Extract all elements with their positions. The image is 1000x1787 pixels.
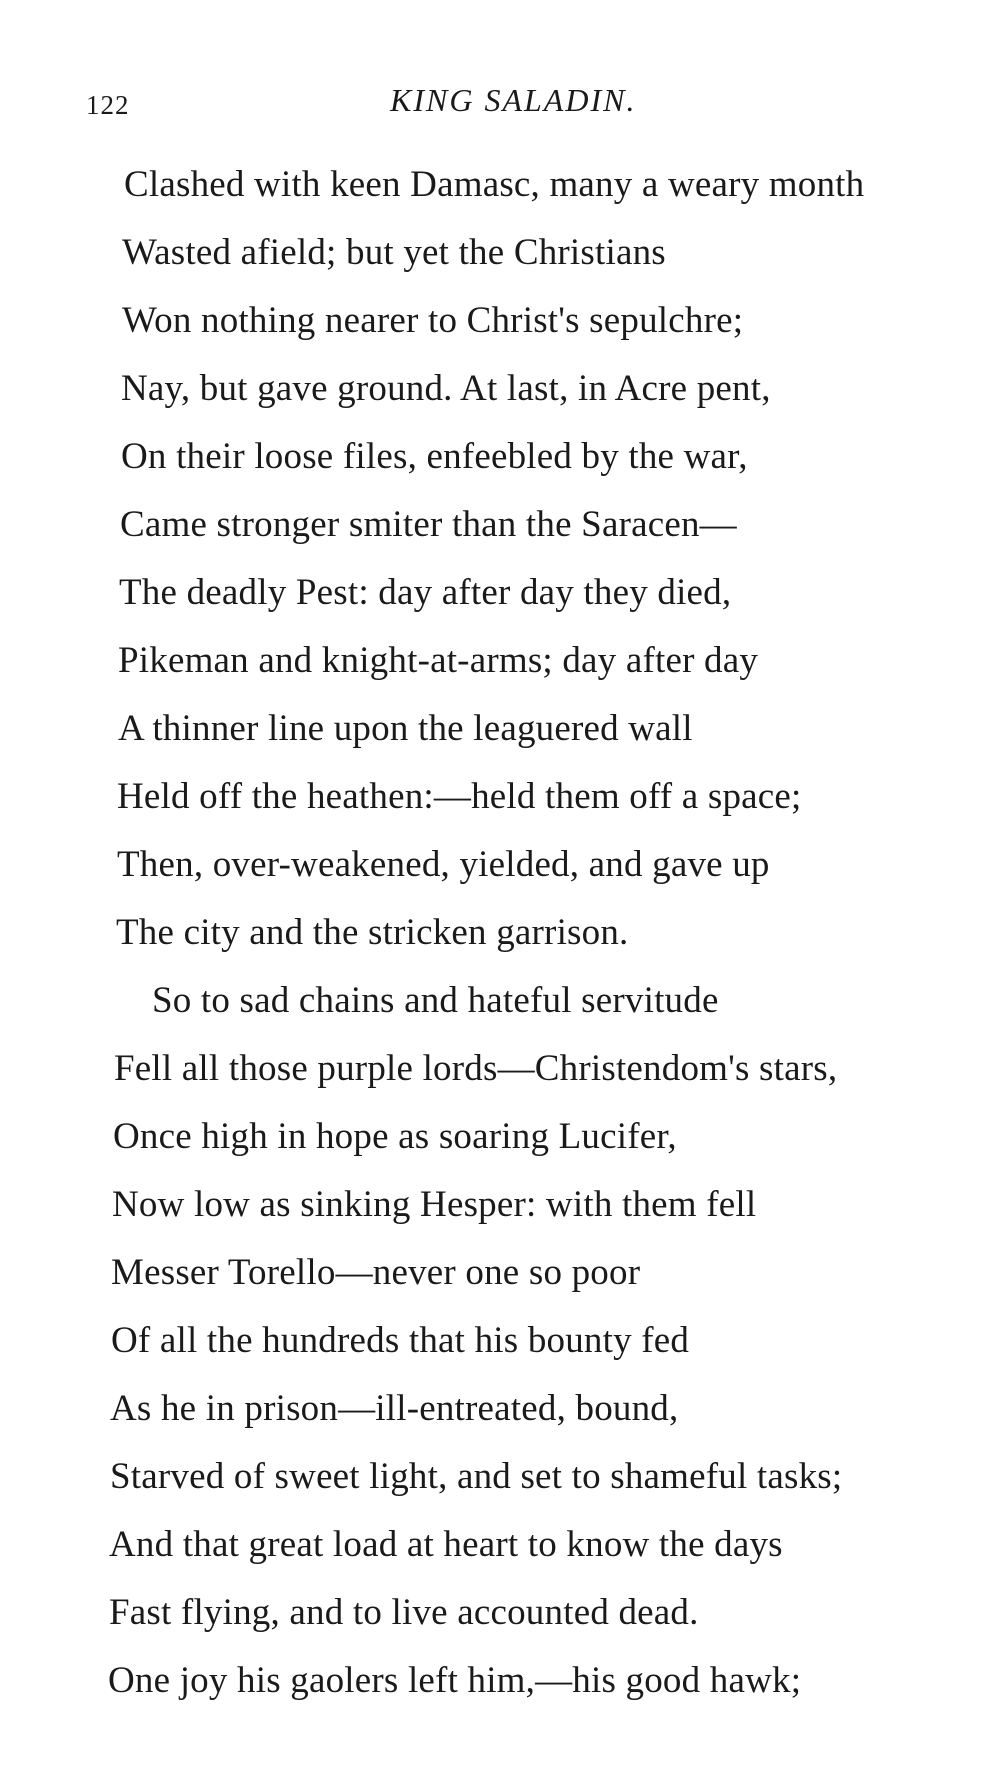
poem-line: Nay, but gave ground. At last, in Acre pent, (121, 368, 771, 409)
poem-line: Fast flying, and to live accounted dead. (109, 1592, 699, 1633)
poem-line: Came stronger smiter than the Saracen— (120, 504, 737, 545)
poem-line: Wasted afield; but yet the Christians (122, 232, 666, 273)
poem-line: Now low as sinking Hesper: with them fell (112, 1184, 757, 1225)
poem-line: Then, over-weakened, yielded, and gave up (117, 844, 770, 885)
poem-line: Starved of sweet light, and set to shameful tasks; (110, 1456, 843, 1497)
poem-line: On their loose files, enfeebled by the war, (121, 436, 748, 477)
poem-line: Clashed with keen Damasc, many a weary month (124, 164, 865, 205)
running-title: KING SALADIN. (390, 82, 637, 118)
poem-line: Messer Torello—never one so poor (111, 1252, 641, 1293)
poem-line: Once high in hope as soaring Lucifer, (113, 1116, 677, 1157)
poem-line: And that great load at heart to know the days (109, 1524, 783, 1565)
poem-line: Held off the heathen:—held them off a space; (117, 776, 802, 817)
poem-line: Won nothing nearer to Christ's sepulchre; (122, 300, 744, 341)
poem-line: Of all the hundreds that his bounty fed (111, 1320, 690, 1361)
poem-line: Pikeman and knight-at-arms; day after day (118, 640, 759, 681)
poem-line: So to sad chains and hateful servitude (152, 980, 719, 1021)
poem-line: One joy his gaolers left him,—his good hawk; (108, 1660, 802, 1701)
poem-line: Fell all those purple lords—Christendom's stars, (114, 1048, 838, 1089)
poem-line: The city and the stricken garrison. (116, 912, 629, 953)
page-number: 122 (86, 90, 130, 120)
poem-line: A thinner line upon the leaguered wall (118, 708, 693, 749)
poem-line: As he in prison—ill-entreated, bound, (110, 1388, 679, 1429)
poem-line: The deadly Pest: day after day they died, (119, 572, 732, 613)
